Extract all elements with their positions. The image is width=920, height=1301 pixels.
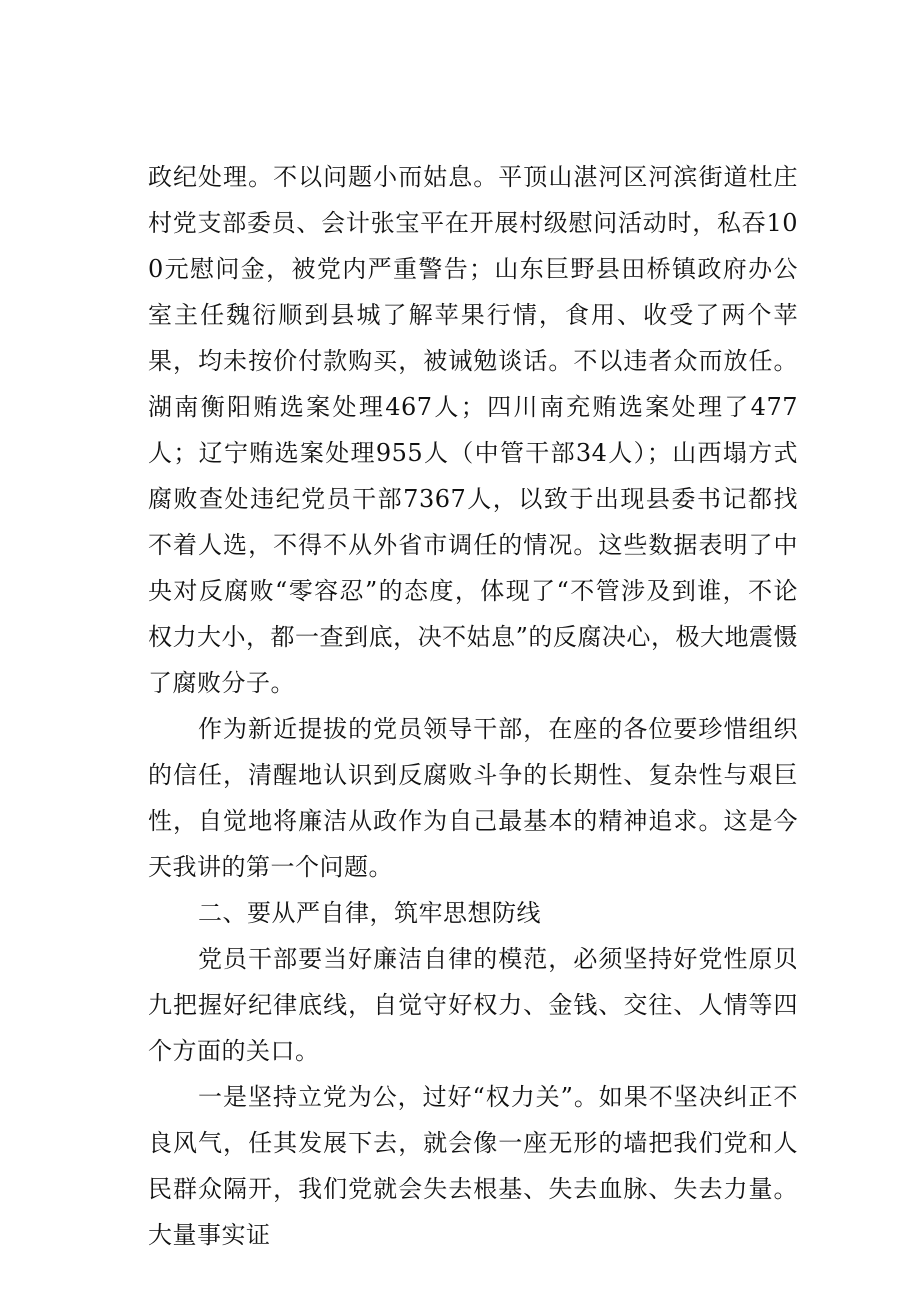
document-page — [148, 154, 798, 1258]
paragraph-4: 一是坚持立党为公，过好“权力关”。如果不坚决纠正不良风气，任其发展下去，就会像一座无形的墙把我们党和人民群众隔开，我们党就会失去根基、失去血脉、失去力量。大量事实证 — [148, 1083, 798, 1249]
paragraph-1: 政纪处理。不以问题小而姑息。平顶山湛河区河滨街道杜庄村党支部委员、会计张宝平在开展村级慰问活动时，私吞100元慰问金，被党内严重警告；山东巨野县田桥镇政府办公室主任魏衍顺到县城了解苹果行情，食用、收受了两个苹果，均未按价付款购买，被诫勉谈话。不以违者众而放任。湖南衡阳贿选案处理467人；四川南充贿选案处理了477人；辽宁贿选案处理955人（中管干部34人）；山西塌方式腐败查处违纪党员干部7367人，以致于出现县委书记都找不着人选，不得不从外省市调任的情况。这些数据表明了中央对反腐败“零容忍”的态度，体现了“不管涉及到谁，不论权力大小，都一查到底，决不姑息”的反腐决心，极大地震慑了腐败分子。 — [148, 163, 798, 697]
paragraph-3: 党员干部要当好廉洁自律的模范，必须坚持好党性原贝九把握好纪律底线，自觉守好权力、金钱、交往、人情等四个方面的关口。 — [148, 945, 798, 1065]
section-heading: 二、要从严自律，筑牢思想防线 — [198, 899, 541, 927]
paragraph-2: 作为新近提拔的党员领导干部，在座的各位要珍惜组织的信任，清醒地认识到反腐败斗争的长期性、复杂性与艰巨性，自觉地将廉洁从政作为自己最基本的精神追求。这是今天我讲的第一个问题。 — [148, 715, 798, 881]
